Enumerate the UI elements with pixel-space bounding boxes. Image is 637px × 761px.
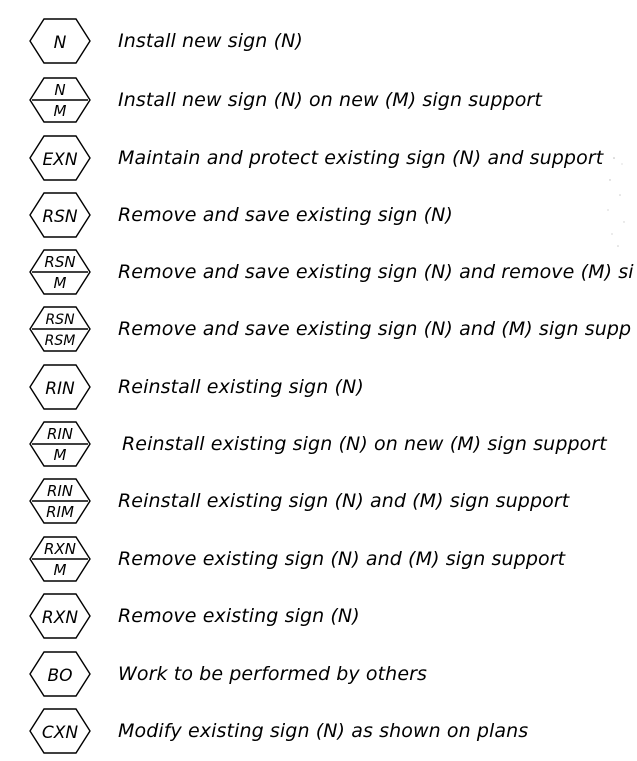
symbol-code: EXN	[42, 150, 78, 170]
symbol-description: Reinstall existing sign (N)	[118, 376, 364, 398]
hexagon-symbol-icon	[28, 134, 92, 182]
hexagon-symbol-icon	[28, 477, 92, 525]
hexagon-symbol-icon	[28, 707, 92, 755]
legend-row	[0, 191, 637, 239]
symbol-code: CXN	[41, 723, 79, 743]
legend-row	[0, 134, 637, 182]
symbol-description: Install new sign (N) on new (M) sign support	[118, 89, 542, 111]
symbol-description: Install new sign (N)	[118, 30, 303, 52]
hexagon-symbol-icon	[28, 248, 92, 296]
symbol-code-bottom: M	[53, 102, 67, 120]
symbol-code: N	[53, 33, 67, 53]
legend-row	[0, 707, 637, 755]
hexagon-symbol-icon	[28, 305, 92, 353]
symbol-code-bottom: M	[53, 274, 67, 292]
hexagon-symbol-icon	[28, 76, 92, 124]
hexagon-symbol-icon	[28, 535, 92, 583]
hexagon-symbol-icon	[28, 420, 92, 468]
symbol-code-top: RSN	[45, 312, 75, 328]
legend-row	[0, 650, 637, 698]
symbol-description: Reinstall existing sign (N) on new (M) sign support	[122, 433, 607, 455]
symbol-code-bottom: RSM	[44, 333, 76, 349]
legend-row	[0, 477, 637, 525]
symbol-code-top: RIN	[46, 482, 74, 500]
hexagon-symbol-icon	[28, 363, 92, 411]
hexagon-symbol-icon	[28, 650, 92, 698]
symbol-code-top: RSN	[44, 253, 76, 271]
symbol-code-bottom: M	[53, 561, 67, 579]
symbol-code-top: RXN	[44, 540, 76, 558]
symbol-description: Modify existing sign (N) as shown on plans	[118, 720, 529, 742]
symbol-code-top: RIN	[46, 425, 74, 443]
symbol-code-bottom: RIM	[46, 503, 74, 521]
hexagon-symbol-icon	[28, 592, 92, 640]
legend-row	[0, 17, 637, 65]
symbol-description: Work to be performed by others	[118, 663, 428, 685]
hexagon-symbol-icon	[28, 17, 92, 65]
symbol-code: RSN	[42, 207, 78, 227]
symbol-code: BO	[47, 666, 73, 686]
symbol-description: Remove and save existing sign (N) and remove (M) si	[118, 261, 634, 283]
symbol-description: Remove and save existing sign (N) and (M) sign supp	[118, 318, 632, 340]
legend-row	[0, 363, 637, 411]
hexagon-symbol-icon	[28, 191, 92, 239]
legend-row	[0, 592, 637, 640]
legend-row	[0, 76, 637, 124]
legend-row	[0, 535, 637, 583]
symbol-description: Reinstall existing sign (N) and (M) sign support	[118, 490, 570, 512]
legend-row	[0, 420, 637, 468]
symbol-code-top: N	[54, 81, 66, 99]
symbol-code-bottom: M	[53, 446, 67, 464]
symbol-description: Remove existing sign (N) and (M) sign support	[118, 548, 566, 570]
symbol-description: Remove and save existing sign (N)	[118, 204, 453, 226]
legend-row	[0, 248, 637, 296]
symbol-description: Remove existing sign (N)	[118, 605, 360, 627]
symbol-code: RXN	[41, 608, 79, 628]
symbol-description: Maintain and protect existing sign (N) and support	[118, 147, 604, 169]
legend-row	[0, 305, 637, 353]
scan-noise	[600, 150, 630, 260]
symbol-code: RIN	[45, 379, 75, 399]
